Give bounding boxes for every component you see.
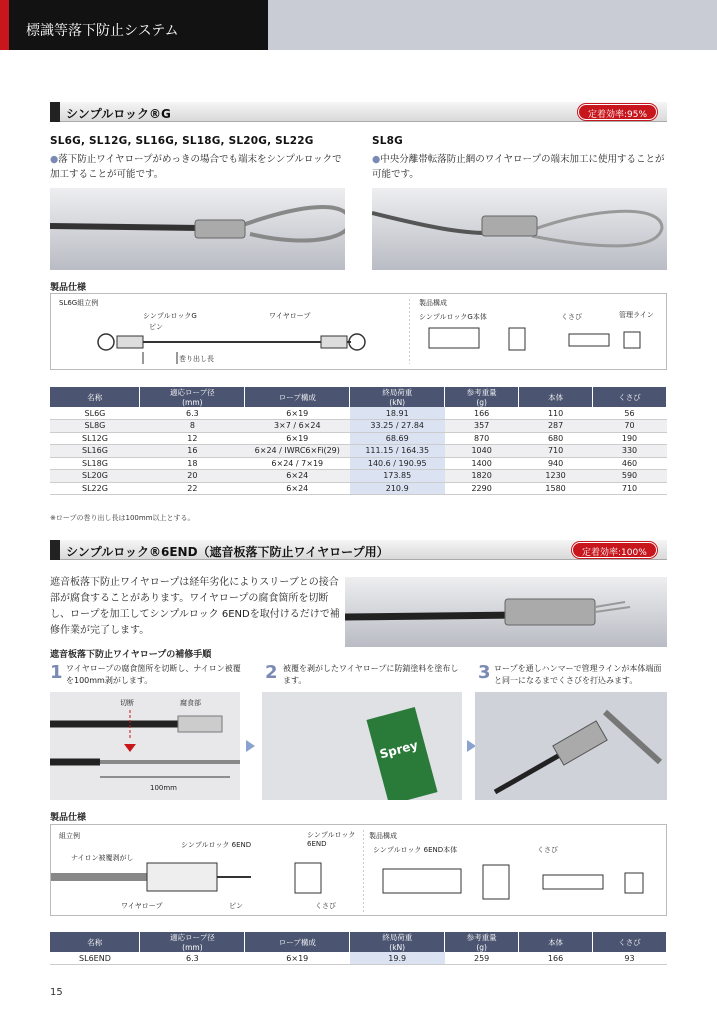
spray-label: Sprey — [378, 737, 420, 762]
col-name — [50, 932, 140, 952]
table-cell: SL18G — [50, 457, 140, 470]
spec-table-2 — [50, 932, 667, 965]
step-arrow — [246, 740, 255, 752]
simplelock-label: シンプルロックG — [143, 312, 197, 320]
mgmt-line-label: 管理ライン — [619, 311, 654, 319]
section-bar-simplelock-g — [50, 102, 667, 122]
col-diameter — [140, 387, 245, 407]
wire-label: ワイヤロープ — [121, 902, 163, 910]
efficiency-badge: 定着効率:95% — [578, 104, 657, 120]
table-cell: 20 — [140, 470, 245, 483]
table-cell: 6.3 — [140, 952, 245, 965]
repair-heading: 遮音板落下防止ワイヤロープの補修手順 — [50, 650, 212, 660]
table-cell: 19.9 — [350, 952, 445, 965]
header-text: ロープ構成 — [278, 937, 316, 947]
table-cell: SL22G — [50, 482, 140, 495]
header-text: 名称 — [87, 937, 103, 947]
table-cell: 1580 — [519, 482, 593, 495]
hammer-illustration — [475, 692, 667, 800]
table-cell: 18.91 — [350, 407, 445, 420]
table-cell: 68.69 — [350, 432, 445, 445]
table-cell: 940 — [519, 457, 593, 470]
table-body — [50, 407, 667, 495]
pin-label: ピン — [149, 323, 163, 331]
table-cell: 710 — [593, 482, 667, 495]
table-cell: 1230 — [519, 470, 593, 483]
model-list: SL6G, SL12G, SL16G, SL18G, SL20G, SL22G — [50, 135, 314, 147]
col-load — [350, 932, 445, 952]
page-number: 15 — [50, 987, 63, 998]
table-cell: 287 — [519, 420, 593, 433]
table-cell: 16 — [140, 445, 245, 458]
table-cell: 140.6 / 190.95 — [350, 457, 445, 470]
desc-text: 中央分離帯転落防止網のワイヤロープの端末加工に使用することが可能です。 — [372, 154, 665, 180]
table-body — [50, 952, 667, 965]
unit-text: (g) — [476, 943, 487, 952]
col-wedge — [593, 387, 667, 407]
photo-sl6g — [50, 188, 345, 270]
col-diameter — [140, 932, 245, 952]
col-name — [50, 387, 140, 407]
table-cell: 680 — [519, 432, 593, 445]
table-cell: 166 — [519, 952, 593, 965]
unit-text: (mm) — [182, 398, 203, 407]
col-composition — [245, 387, 350, 407]
col-body — [519, 387, 593, 407]
cut-label: 切断 — [120, 699, 134, 707]
table-cell: SL12G — [50, 432, 140, 445]
table-cell: 6.3 — [140, 407, 245, 420]
table-row — [50, 482, 667, 495]
spec-heading-2: 製品仕様 — [50, 813, 87, 823]
header-text: 本体 — [548, 392, 564, 402]
table-cell: SL6G — [50, 407, 140, 420]
section-mark — [50, 540, 60, 560]
step-3-number: 3 — [478, 662, 491, 683]
table-cell: 22 — [140, 482, 245, 495]
model-sl8g: SL8G — [372, 135, 403, 147]
sl8g-illustration — [372, 188, 667, 270]
sl6g-illustration — [50, 188, 345, 270]
table-row — [50, 407, 667, 420]
corrosion-label: 腐食部 — [180, 699, 201, 707]
table-row — [50, 457, 667, 470]
table-cell: SL16G — [50, 445, 140, 458]
table-row — [50, 420, 667, 433]
photo-sl8g — [372, 188, 667, 270]
assembly-label: 組立例 — [59, 832, 80, 840]
header-text: 参考重量 — [466, 388, 497, 397]
step-3-text: ロープを通しハンマーで管理ラインが本体端面と同一になるまでくさびを打込みます。 — [494, 664, 662, 685]
table-cell: 6×24 / IWRC6×Fi(29) — [245, 445, 350, 458]
table-cell: 1040 — [445, 445, 519, 458]
wedge2-label: くさび — [537, 846, 558, 854]
unit-text: (mm) — [182, 943, 203, 952]
table-cell: 210.9 — [350, 482, 445, 495]
composition-label: 製品構成 — [369, 832, 397, 840]
table-row — [50, 445, 667, 458]
table-cell: SL8G — [50, 420, 140, 433]
table-cell: 870 — [445, 432, 519, 445]
wedge-label: くさび — [315, 902, 336, 910]
col-load — [350, 387, 445, 407]
wedge-label: くさび — [561, 313, 582, 321]
table-cell: 3×7 / 6×24 — [245, 420, 350, 433]
step-3-photo — [475, 692, 667, 800]
product-label: シンプルロック 6END — [181, 841, 252, 849]
header-text: 本体 — [548, 937, 564, 947]
unit-text: (kN) — [389, 398, 406, 407]
cut-illustration — [50, 692, 240, 800]
table-cell: 70 — [593, 420, 667, 433]
step-2-photo — [262, 692, 462, 800]
product2-label: シンプルロック 6END — [307, 831, 356, 848]
section-title: シンプルロック®G — [66, 107, 171, 121]
efficiency-badge: 定着効率:100% — [572, 542, 657, 558]
step-2-text: 被覆を剥がしたワイヤロープに防錆塗料を塗布します。 — [283, 664, 459, 685]
6end-illustration — [345, 577, 667, 647]
unit-text: (g) — [476, 398, 487, 407]
table-cell: 166 — [445, 407, 519, 420]
header-text: 終局荷重 — [382, 388, 413, 397]
header-text: 名称 — [87, 392, 103, 402]
table-row — [50, 952, 667, 965]
composition-label: 製品構成 — [419, 299, 447, 307]
section2-description: 遮音板落下防止ワイヤロープは経年劣化によりスリーブとの接合部が腐食することがあります。ワイヤロープの腐食箇所を切断し、ロープを加工してシンプルロック 6ENDを取付けるだけで補修作業が完了します。 — [50, 577, 340, 636]
desc-text: 落下防止ワイヤロープがめっきの場合でも端末をシンプルロックで加工することが可能です。 — [50, 154, 342, 180]
table-cell: SL20G — [50, 470, 140, 483]
assembly-label: SL6G組立例 — [59, 299, 99, 307]
table-header — [50, 387, 667, 407]
table-cell: 6×19 — [245, 432, 350, 445]
section-mark — [50, 102, 60, 122]
table-header — [50, 932, 667, 952]
table-cell: 330 — [593, 445, 667, 458]
nylon-label: ナイロン被覆剥がし — [71, 854, 134, 862]
page-title: 標識等落下防止システム — [26, 23, 179, 39]
wire-label: ワイヤロープ — [269, 312, 311, 320]
table-cell: 710 — [519, 445, 593, 458]
table-row — [50, 432, 667, 445]
table-cell: 8 — [140, 420, 245, 433]
header-text: 適応ロープ径 — [170, 388, 215, 397]
table-cell: 460 — [593, 457, 667, 470]
table-cell: 6×24 / 7×19 — [245, 457, 350, 470]
section-title: シンプルロック®6END（遮音板落下防止ワイヤロープ用） — [66, 545, 389, 559]
header-text: ロープ構成 — [278, 392, 316, 402]
composition-drawing-2 — [363, 825, 663, 917]
step-1-text: ワイヤロープの腐食箇所を切断し、ナイロン被覆を100mm剥がします。 — [66, 664, 241, 685]
table-cell: SL6END — [50, 952, 140, 965]
col-composition — [245, 932, 350, 952]
table-cell: 111.15 / 164.35 — [350, 445, 445, 458]
unit-text: (kN) — [389, 943, 406, 952]
col-wedge — [593, 932, 667, 952]
spray-can — [366, 707, 437, 800]
table-cell: 6×19 — [245, 952, 350, 965]
table-cell: 93 — [593, 952, 667, 965]
header-text: くさび — [618, 937, 641, 947]
pin-label: ピン — [229, 902, 243, 910]
table-cell: 590 — [593, 470, 667, 483]
assembly-drawing-2 — [51, 825, 361, 917]
spec-diagram-2 — [50, 824, 667, 916]
col-body — [519, 932, 593, 952]
table-cell: 18 — [140, 457, 245, 470]
header-text: 適応ロープ径 — [170, 933, 215, 942]
table-cell: 6×24 — [245, 470, 350, 483]
header-text: 参考重量 — [466, 933, 497, 942]
table-cell: 190 — [593, 432, 667, 445]
table-cell: 12 — [140, 432, 245, 445]
col-weight — [445, 932, 519, 952]
header-text: 終局荷重 — [382, 933, 413, 942]
body-label: シンプルロック 6END本体 — [373, 846, 458, 854]
table-cell: 1400 — [445, 457, 519, 470]
table-cell: 110 — [519, 407, 593, 420]
col-weight — [445, 387, 519, 407]
table-cell: 56 — [593, 407, 667, 420]
photo-6end — [345, 577, 667, 647]
step-2-number: 2 — [265, 662, 278, 683]
table-cell: 259 — [445, 952, 519, 965]
table-cell: 173.85 — [350, 470, 445, 483]
spec-diagram-1 — [50, 293, 667, 370]
header-accent — [0, 0, 9, 50]
model-description: ●落下防止ワイヤロープがめっきの場合でも端末をシンプルロックで加工することが可能です。 — [50, 154, 342, 180]
table-cell: 33.25 / 27.84 — [350, 420, 445, 433]
length-label: 100mm — [150, 784, 177, 792]
length-label: 巻り出し長 — [179, 355, 214, 363]
composition-drawing — [409, 294, 664, 369]
spec-table-1 — [50, 387, 667, 495]
sl8g-description: ●中央分離帯転落防止網のワイヤロープの端末加工に使用することが可能です。 — [372, 154, 665, 180]
assembly-drawing — [51, 294, 411, 369]
table-row — [50, 470, 667, 483]
body-label: シンプルロックG本体 — [419, 313, 487, 321]
step-1-photo — [50, 692, 240, 800]
step-1-number: 1 — [50, 662, 63, 683]
table-cell: 1820 — [445, 470, 519, 483]
table-cell: 6×19 — [245, 407, 350, 420]
table-cell: 357 — [445, 420, 519, 433]
spec-heading: 製品仕様 — [50, 283, 87, 293]
table-cell: 6×24 — [245, 482, 350, 495]
table-cell: 2290 — [445, 482, 519, 495]
table-note: ※ロープの巻り出し長は100mm以上とする。 — [50, 514, 195, 522]
header-text: くさび — [618, 392, 641, 402]
